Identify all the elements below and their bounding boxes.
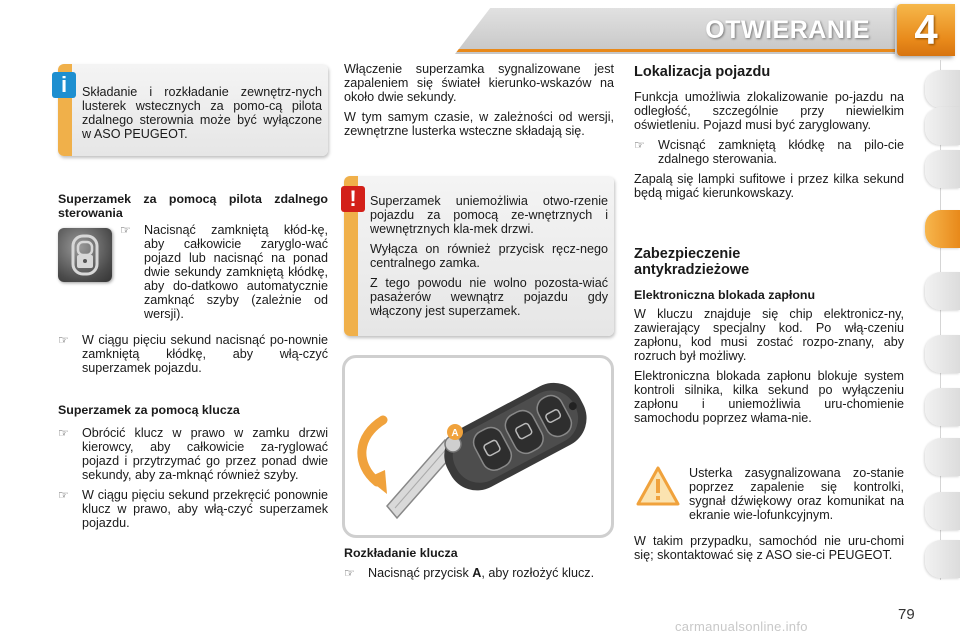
key-illustration-frame (342, 355, 614, 538)
chapter-number: 4 (897, 4, 955, 56)
list-item-text: Nacisnąć zamkniętą kłód-kę, aby całkowicie zaryglo-wać pojazd lub nacisnąć na ponad dwie sekundy zamkniętą kłódkę, aby do-datkowo automatycznie zamknąć szyby (zależnie od wersji). (144, 223, 328, 321)
section-unfold-key (344, 546, 614, 586)
paragraph: Superzamek uniemożliwia otwo-rzenie pojazdu za pomocą ze-wnętrznych i wewnętrznych kla-mek drzwi. (370, 194, 608, 236)
section-title: Superzamek za pomocą klucza (58, 403, 240, 417)
warning-note-text (370, 194, 608, 324)
page-number: 79 (898, 606, 915, 623)
list-item (58, 333, 328, 375)
section-title: Zabezpieczenie antykradzieżowe (634, 246, 750, 278)
key-illustration (345, 358, 611, 535)
page-title: OTWIERANIE (705, 16, 870, 44)
section-remote-supertlock (58, 192, 328, 220)
list-item-text: W ciągu pięciu sekund przekręcić ponownie klucz w prawo, aby włą-czyć superzamek pojazdu. (82, 488, 328, 530)
remote-step-2-block (58, 333, 328, 381)
caution-text: Usterka zasygnalizowana zo-stanie poprzez zapalenie się kontrolki, sygnał dźwiękowy oraz komunikat na ekranie wie-lofunkcyjnym. (689, 466, 904, 522)
section-antitheft (634, 246, 904, 431)
paragraph: Włączenie superzamka sygnalizowane jest zapaleniem się świateł kierunko-wskazów na około dwie sekundy. (344, 62, 614, 104)
chapter-tab[interactable] (925, 492, 960, 530)
caution-triangle-icon (636, 466, 680, 506)
bullet-hand-icon: ☞ (344, 566, 355, 580)
paragraph: Zapalą się lampki sufitowe i przez kilka sekund będą migać kierunkowskazy. (634, 172, 904, 200)
chapter-tab[interactable] (925, 150, 960, 188)
paragraph: W kluczu znajduje się chip elektronicz-ny, zawierający specjalny kod. Po włą-czeniu zapłonu, kod musi zostać rozpo-znany, aby rozruch był możliwy. (634, 307, 904, 363)
section-locate-vehicle (634, 64, 904, 206)
list-item (344, 566, 614, 580)
bullet-hand-icon: ☞ (58, 426, 69, 440)
middle-intro (344, 62, 614, 144)
bullet-hand-icon: ☞ (634, 138, 645, 152)
chapter-tab[interactable] (925, 335, 960, 373)
button-a-ref: A (472, 566, 482, 580)
chapter-tab[interactable] (925, 70, 960, 108)
paragraph: W tym samym czasie, w zależności od wersji, zewnętrzne lusterka wsteczne składają się. (344, 110, 614, 138)
list-item (120, 223, 328, 321)
button-a-label: A (451, 428, 459, 439)
paragraph: Funkcja umożliwia zlokalizowanie po-jazdu na odległość, szczególnie przy niewielkim oświetleniu. Pojazd musi być zaryglowany. (634, 90, 904, 132)
subsection-title: Elektroniczna blokada zapłonu (634, 288, 816, 302)
bullet-hand-icon: ☞ (58, 333, 69, 347)
paragraph: Wyłącza on również przycisk ręcz-nego centralnego zamka. (370, 242, 608, 270)
list-item-text: Nacisnąć przycisk (368, 566, 473, 580)
list-item (58, 426, 328, 482)
list-item-text: Wcisnąć zamkniętą kłódkę na pilo-cie zdalnego sterowania. (658, 138, 904, 166)
remote-step-1-block (120, 223, 328, 327)
bullet-hand-icon: ☞ (120, 223, 131, 237)
chapter-tab[interactable] (925, 438, 960, 476)
antitheft-final-paragraph: W takim przypadku, samochód nie uru-chomi się; skontaktować się z ASO sie-ci PEUGEOT. (634, 534, 904, 562)
chapter-tab[interactable] (925, 540, 960, 578)
section-key-superlock (58, 403, 328, 536)
paragraph: Elektroniczna blokada zapłonu blokuje system kontroli silnika, kilka sekund po wyłączeniu zapłonu i uniemożliwia uru-chomienie samochodu poprzez włama-nie. (634, 369, 904, 425)
list-item-text: , aby rozłożyć klucz. (481, 566, 595, 580)
list-item (634, 138, 904, 166)
section-title: Superzamek za pomocą pilota zdalnego sterowania (58, 192, 328, 220)
paragraph: Z tego powodu nie wolno pozosta-wiać pasażerów wewnątrz pojazdu gdy włączony jest superzamek. (370, 276, 608, 318)
info-icon: i (52, 72, 76, 98)
info-note-text: Składanie i rozkładanie zewnętrz-nych lusterek wstecznych za pomo-cą pilota zdalnego sterownia może być wyłączone w ASO PEUGEOT. (82, 85, 322, 141)
watermark: carmanualsonline.info (675, 619, 808, 634)
section-title: Rozkładanie klucza (344, 546, 458, 560)
list-item (58, 488, 328, 530)
chapter-tab-active[interactable] (925, 210, 960, 248)
chapter-tab[interactable] (925, 107, 960, 145)
bullet-hand-icon: ☞ (58, 488, 69, 502)
list-item-text: Obrócić klucz w prawo w zamku drzwi kierowcy, aby całkowicie za-ryglować pojazd i przytrzymać go przez ponad dwie sekundy, aby za-mknąć również szyby. (82, 426, 328, 482)
lock-button-image (58, 228, 112, 282)
chapter-tab[interactable] (925, 388, 960, 426)
chapter-tab[interactable] (925, 272, 960, 310)
chapter-tabs (925, 70, 960, 580)
section-title: Lokalizacja pojazdu (634, 64, 771, 80)
warning-icon: ! (341, 186, 365, 212)
list-item-text: W ciągu pięciu sekund nacisnąć po-nownie zamkniętą kłódkę, aby włą-czyć superzamek pojazdu. (82, 333, 328, 375)
padlock-icon (58, 228, 112, 282)
